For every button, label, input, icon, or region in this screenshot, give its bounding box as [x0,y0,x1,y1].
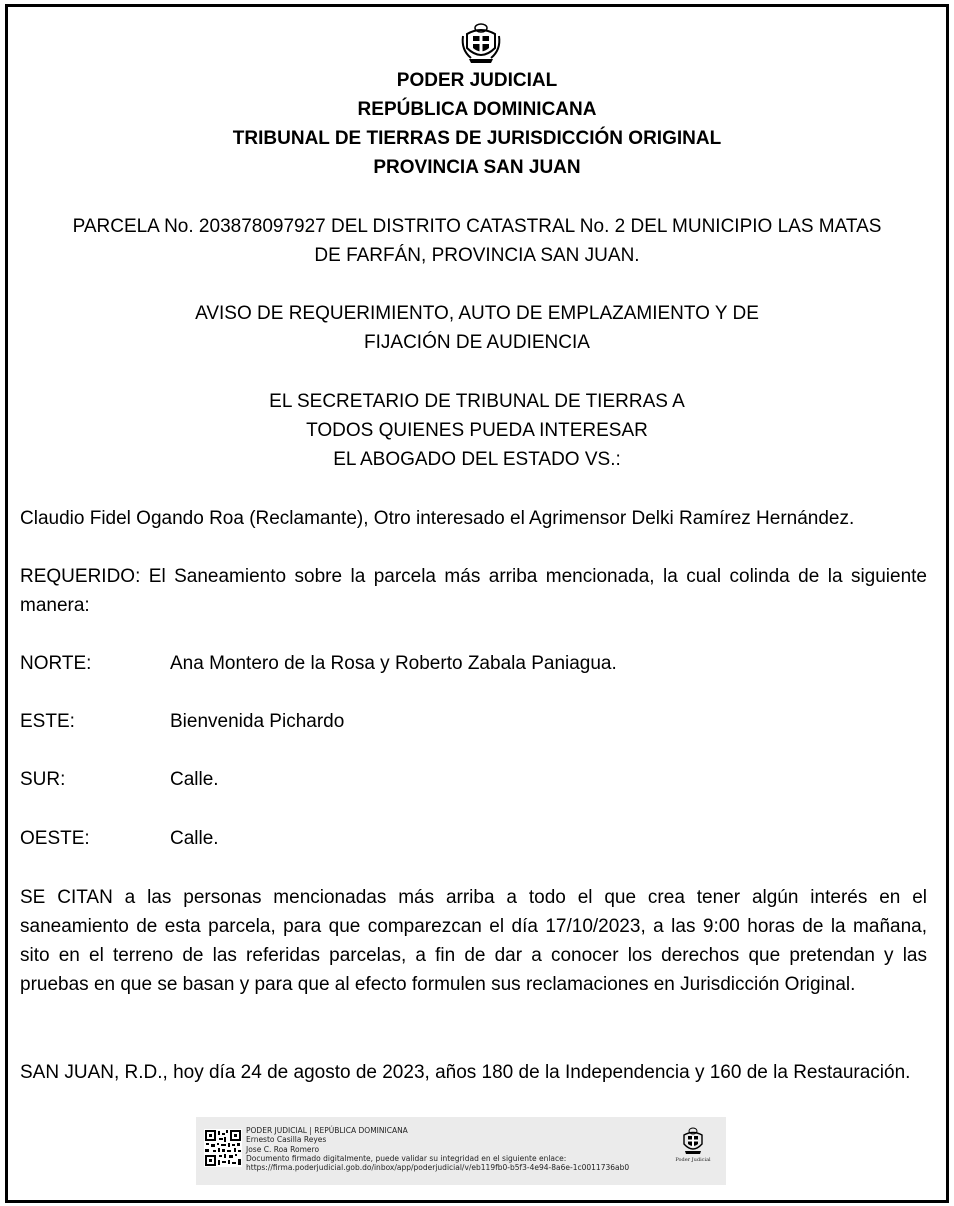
coat-of-arms-seal [459,22,503,64]
address-line-3: EL ABOGADO DEL ESTADO VS.: [333,449,621,470]
digital-signature-block [196,1117,726,1185]
notice-title-line-1: AVISO DE REQUERIMIENTO, AUTO DE EMPLAZAMIENTO Y DE [195,303,759,324]
boundary-direction: SUR: [20,769,66,790]
signer-2: Jose C. Roa Romero [246,1144,320,1154]
parties-paragraph: Claudio Fidel Ogando Roa (Reclamante), Otro interesado el Agrimensor Delki Ramírez Hernández. [20,508,855,529]
parcel-line-1: PARCELA No. 203878097927 DEL DISTRITO CATASTRAL No. 2 DEL MUNICIPIO LAS MATAS [72,216,882,237]
header-republica: REPÚBLICA DOMINICANA [357,99,597,120]
header-poder-judicial: PODER JUDICIAL [396,70,558,91]
parcel-line-2: DE FARFÁN, PROVINCIA SAN JUAN. [314,245,640,266]
header-tribunal: TRIBUNAL DE TIERRAS DE JURISDICCIÓN ORIGINAL [232,128,722,149]
closing-paragraph: SAN JUAN, R.D., hoy día 24 de agosto de 2023, años 180 de la Independencia y 160 de la Restauración. [20,1062,911,1083]
address-line-2: TODOS QUIENES PUEDA INTERESAR [306,420,648,441]
boundary-direction: OESTE: [20,828,90,849]
header-provincia: PROVINCIA SAN JUAN [373,157,581,178]
boundary-value: Calle. [170,769,219,790]
boundary-north [20,649,617,678]
signer-1: Ernesto Casilla Reyes [246,1135,327,1145]
boundary-east [20,707,344,736]
boundary-south [20,765,219,794]
signature-institution: PODER JUDICIAL | REPÚBLICA DOMINICANA [246,1126,408,1135]
signature-validation-note: Documento firmado digitalmente, puede validar su integridad en el siguiente enlace: [246,1153,567,1163]
poder-judicial-seal-icon [678,1127,708,1155]
boundary-west [20,824,219,853]
qr-code-icon[interactable] [204,1129,242,1167]
notice-title-line-2: FIJACIÓN DE AUDIENCIA [364,332,590,353]
seal-caption: Poder Judicial [675,1157,711,1163]
boundary-value: Bienvenida Pichardo [170,711,345,732]
boundary-direction: NORTE: [20,653,92,674]
requerido-paragraph: REQUERIDO: El Saneamiento sobre la parcela más arriba mencionada, la cual colinda de la siguiente manera: [20,566,927,616]
signature-text [246,1126,629,1172]
boundary-value: Ana Montero de la Rosa y Roberto Zabala Paniagua. [170,653,617,674]
signature-validation-link[interactable]: https://firma.poderjudicial.gob.do/inbox/app/poderjudicial/v/eb119fb0-b5f3-4e94-8a6e-1c0011736ab0 [246,1163,630,1173]
citation-paragraph: SE CITAN a las personas mencionadas más arriba a todo el que crea tener algún interés en el saneamiento de esta parcela, para que comparezcan el día 17/10/2023, a las 9:00 horas de la mañana, sito en el terreno de las referidas parcelas, a fin de dar a conocer los derechos que pretendan y las pruebas en que se basan y para que al efecto formulen sus reclamaciones en Jurisdicción Original. [20,887,927,995]
boundary-value: Calle. [170,828,219,849]
boundary-direction: ESTE: [20,711,75,732]
address-line-1: EL SECRETARIO DE TRIBUNAL DE TIERRAS A [269,391,685,412]
